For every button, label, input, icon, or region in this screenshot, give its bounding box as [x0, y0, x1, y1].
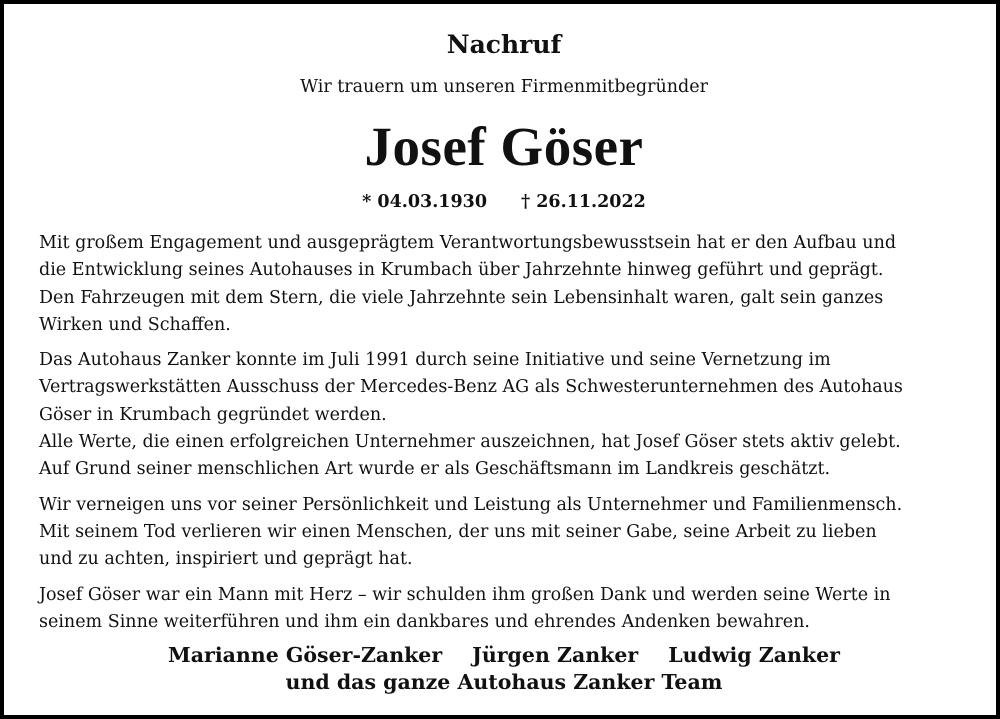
birth-date: * 04.03.1930 [362, 192, 487, 212]
deceased-name: Josef Göser [364, 116, 644, 177]
death-date: † 26.11.2022 [521, 192, 646, 212]
paragraph-1: Mit großem Engagement und ausgeprägtem Verantwortungsbewusstsein hat er den Aufbau und die Entwicklung seines Autohauses in Krumbach über Jahrzehnte hinweg geführt und geprägt. Den Fahrzeugen mit dem Stern, die viele Jahrzehnte sein Lebensinhalt waren, galt sein ganzes Wirken und Schaffen. [39, 233, 897, 335]
notice-heading: Nachruf [446, 30, 562, 59]
signatory: Ludwig Zanker [668, 643, 840, 667]
paragraph-3: Wir verneigen uns vor seiner Persönlichkeit und Leistung als Unternehmer und Familienmensch. Mit seinem Tod verlieren wir einen Menschen, der uns mit seiner Gabe, seine Arbeit zu lieben und zu achten, inspiriert und geprägt hat. [39, 494, 903, 570]
signatory: Jürgen Zanker [472, 643, 639, 667]
signatory: Marianne Göser-Zanker [168, 643, 443, 667]
team-signature: und das ganze Autohaus Zanker Team [285, 670, 723, 694]
life-dates [4, 192, 1000, 212]
paragraph-2: Das Autohaus Zanker konnte im Juli 1991 durch seine Initiative und seine Vernetzung im Vertragswerkstätten Ausschuss der Mercedes-Benz AG als Schwesterunternehmen des Autohaus Göser in Krumbach gegründet werden. Alle Werte, die einen erfolgreichen Unternehmer auszeichnen, hat Josef Göser stets aktiv gelebt. Auf Grund seiner menschlichen Art wurde er als Geschäftsmann im Landkreis geschätzt. [39, 350, 903, 480]
obituary-text [39, 230, 975, 644]
notice-subtitle: Wir trauern um unseren Firmenmitbegründer [300, 77, 708, 97]
signatories [4, 643, 1000, 667]
paragraph-4: Josef Göser war ein Mann mit Herz – wir schulden ihm großen Dank und werden seine Werte in seinem Sinne weiterführen und ihm ein dankbares und ehrendes Andenken bewahren. [39, 584, 891, 632]
